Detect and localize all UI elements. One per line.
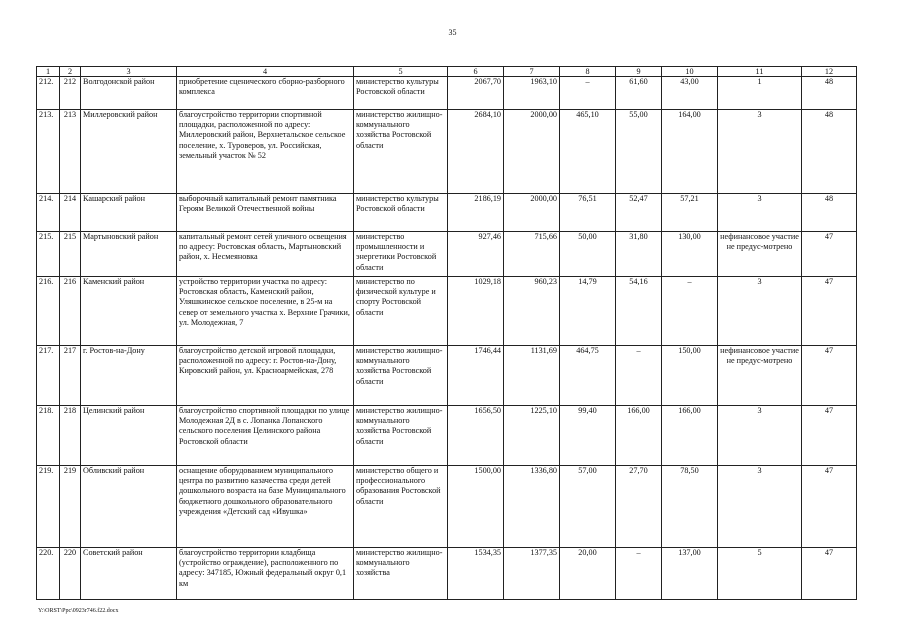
value-cell: 61,60	[616, 77, 662, 110]
value-cell: 130,00	[662, 232, 718, 277]
score-cell: 48	[802, 194, 857, 232]
participation-cell: 1	[718, 77, 802, 110]
ministry-cell: министерство промышленности и энергетики Ростовской области	[354, 232, 448, 277]
value-cell: 465,10	[560, 110, 616, 194]
participation-cell: 3	[718, 110, 802, 194]
table-row	[37, 77, 857, 110]
row-index: 220.	[37, 548, 60, 600]
value-cell: 1500,00	[448, 466, 504, 548]
value-cell: 137,00	[662, 548, 718, 600]
project-description-cell: благоустройство детской игровой площадки, расположенной по адресу: г. Ростов-на-Дону, Кировский район, ул. Красноармейская, 278	[177, 346, 354, 406]
file-path-footer: Y:\ORST\Ppc\0923r746.f22.docx	[38, 608, 119, 614]
row-index: 217.	[37, 346, 60, 406]
column-number: 10	[662, 67, 718, 77]
project-description-cell: выборочный капитальный ремонт памятника Героям Великой Отечественной войны	[177, 194, 354, 232]
table-row	[37, 232, 857, 277]
ministry-cell: министерство жилищно-коммунального хозяйства	[354, 548, 448, 600]
value-cell: 2186,19	[448, 194, 504, 232]
score-cell: 47	[802, 232, 857, 277]
row-index: 214.	[37, 194, 60, 232]
ministry-cell: министерство жилищно-коммунального хозяйства Ростовской области	[354, 406, 448, 466]
municipality-cell: Обливский район	[81, 466, 177, 548]
project-description-cell: приобретение сценического сборно-разборного комплекса	[177, 77, 354, 110]
score-cell: 47	[802, 346, 857, 406]
row-number: 215	[60, 232, 81, 277]
ministry-cell: министерство общего и профессионального образования Ростовской области	[354, 466, 448, 548]
row-number: 214	[60, 194, 81, 232]
column-number-row	[37, 67, 857, 77]
project-description-cell: оснащение оборудованием муниципального центра по развитию казачества среди детей дошкольного возраста на базе Муниципального бюджетного дошкольного образовательного учреждения «Детский сад «Ивушка»	[177, 466, 354, 548]
table-row	[37, 110, 857, 194]
value-cell: 1131,69	[504, 346, 560, 406]
value-cell: 14,79	[560, 277, 616, 346]
value-cell: 2684,10	[448, 110, 504, 194]
row-number: 220	[60, 548, 81, 600]
column-number: 7	[504, 67, 560, 77]
municipality-cell: Волгодонской район	[81, 77, 177, 110]
value-cell: 166,00	[662, 406, 718, 466]
column-number: 1	[37, 67, 60, 77]
value-cell: 31,80	[616, 232, 662, 277]
ministry-cell: министерство культуры Ростовской области	[354, 194, 448, 232]
value-cell: 960,23	[504, 277, 560, 346]
value-cell: 1963,10	[504, 77, 560, 110]
column-number: 3	[81, 67, 177, 77]
participation-cell: 3	[718, 277, 802, 346]
row-number: 219	[60, 466, 81, 548]
value-cell: 78,50	[662, 466, 718, 548]
value-cell: –	[616, 548, 662, 600]
column-number: 8	[560, 67, 616, 77]
value-cell: 54,16	[616, 277, 662, 346]
score-cell: 47	[802, 277, 857, 346]
value-cell: 150,00	[662, 346, 718, 406]
project-description-cell: благоустройство территории спортивной площадки, расположенной по адресу: Миллеровский район, Верхнетальское сельское поселение, х. Туроверов, ул. Российская, земельный участок № 52	[177, 110, 354, 194]
municipality-cell: Кашарский район	[81, 194, 177, 232]
value-cell: 99,40	[560, 406, 616, 466]
value-cell: 50,00	[560, 232, 616, 277]
score-cell: 47	[802, 466, 857, 548]
value-cell: 57,21	[662, 194, 718, 232]
value-cell: 52,47	[616, 194, 662, 232]
value-cell: –	[560, 77, 616, 110]
municipality-cell: г. Ростов-на-Дону	[81, 346, 177, 406]
column-number: 12	[802, 67, 857, 77]
column-number: 6	[448, 67, 504, 77]
value-cell: 1746,44	[448, 346, 504, 406]
table-row	[37, 406, 857, 466]
value-cell: 1377,35	[504, 548, 560, 600]
row-number: 212	[60, 77, 81, 110]
value-cell: 464,75	[560, 346, 616, 406]
value-cell: 1336,80	[504, 466, 560, 548]
participation-cell: нефинансовое участие не предус-мотрено	[718, 232, 802, 277]
table-row	[37, 466, 857, 548]
ministry-cell: министерство по физической культуре и спорту Ростовской области	[354, 277, 448, 346]
project-description-cell: устройство территории участка по адресу: Ростовская область, Каменский район, Уляшкинское сельское поселение, в 25-м на север от земельного участка х. Верхние Грачики, ул. Молодежная, 7	[177, 277, 354, 346]
project-description-cell: благоустройство территории кладбища (устройство ограждение), расположенного по адресу: 347185, Южный федеральный округ 0,1 км	[177, 548, 354, 600]
row-index: 212.	[37, 77, 60, 110]
column-number: 9	[616, 67, 662, 77]
ministry-cell: министерство жилищно-коммунального хозяйства Ростовской области	[354, 346, 448, 406]
participation-cell: 3	[718, 194, 802, 232]
municipality-cell: Целинский район	[81, 406, 177, 466]
value-cell: 2000,00	[504, 194, 560, 232]
value-cell: 1029,18	[448, 277, 504, 346]
row-index: 219.	[37, 466, 60, 548]
table-row	[37, 277, 857, 346]
row-number: 213	[60, 110, 81, 194]
value-cell: –	[662, 277, 718, 346]
value-cell: –	[616, 346, 662, 406]
row-number: 218	[60, 406, 81, 466]
value-cell: 76,51	[560, 194, 616, 232]
value-cell: 2000,00	[504, 110, 560, 194]
score-cell: 47	[802, 406, 857, 466]
value-cell: 164,00	[662, 110, 718, 194]
project-description-cell: благоустройство спортивной площадки по улице Молодежная 2Д в с. Лопанка Лопанского сельского поселения Целинского района Ростовской области	[177, 406, 354, 466]
municipality-cell: Каменский район	[81, 277, 177, 346]
row-index: 216.	[37, 277, 60, 346]
participation-cell: 3	[718, 406, 802, 466]
score-cell: 48	[802, 77, 857, 110]
ministry-cell: министерство культуры Ростовской области	[354, 77, 448, 110]
column-number: 4	[177, 67, 354, 77]
municipality-cell: Миллеровский район	[81, 110, 177, 194]
row-number: 217	[60, 346, 81, 406]
value-cell: 927,46	[448, 232, 504, 277]
value-cell: 166,00	[616, 406, 662, 466]
value-cell: 1534,35	[448, 548, 504, 600]
value-cell: 27,70	[616, 466, 662, 548]
value-cell: 1656,50	[448, 406, 504, 466]
row-index: 215.	[37, 232, 60, 277]
score-cell: 47	[802, 548, 857, 600]
table-row	[37, 194, 857, 232]
value-cell: 1225,10	[504, 406, 560, 466]
table-row	[37, 346, 857, 406]
table-row	[37, 548, 857, 600]
municipality-cell: Советский район	[81, 548, 177, 600]
page-number: 35	[448, 28, 457, 37]
column-number: 11	[718, 67, 802, 77]
row-index: 213.	[37, 110, 60, 194]
row-number: 216	[60, 277, 81, 346]
municipality-cell: Мартыновский район	[81, 232, 177, 277]
value-cell: 715,66	[504, 232, 560, 277]
score-cell: 48	[802, 110, 857, 194]
column-number: 2	[60, 67, 81, 77]
project-description-cell: капитальный ремонт сетей уличного освещения по адресу: Ростовская область, Мартыновский район, х. Несмеяновка	[177, 232, 354, 277]
value-cell: 20,00	[560, 548, 616, 600]
participation-cell: 5	[718, 548, 802, 600]
value-cell: 43,00	[662, 77, 718, 110]
ministry-cell: министерство жилищно-коммунального хозяйства Ростовской области	[354, 110, 448, 194]
participation-cell: 3	[718, 466, 802, 548]
participation-cell: нефинансовое участие не предус-мотрено	[718, 346, 802, 406]
value-cell: 57,00	[560, 466, 616, 548]
value-cell: 55,00	[616, 110, 662, 194]
row-index: 218.	[37, 406, 60, 466]
value-cell: 2067,70	[448, 77, 504, 110]
projects-table	[36, 66, 857, 600]
column-number: 5	[354, 67, 448, 77]
